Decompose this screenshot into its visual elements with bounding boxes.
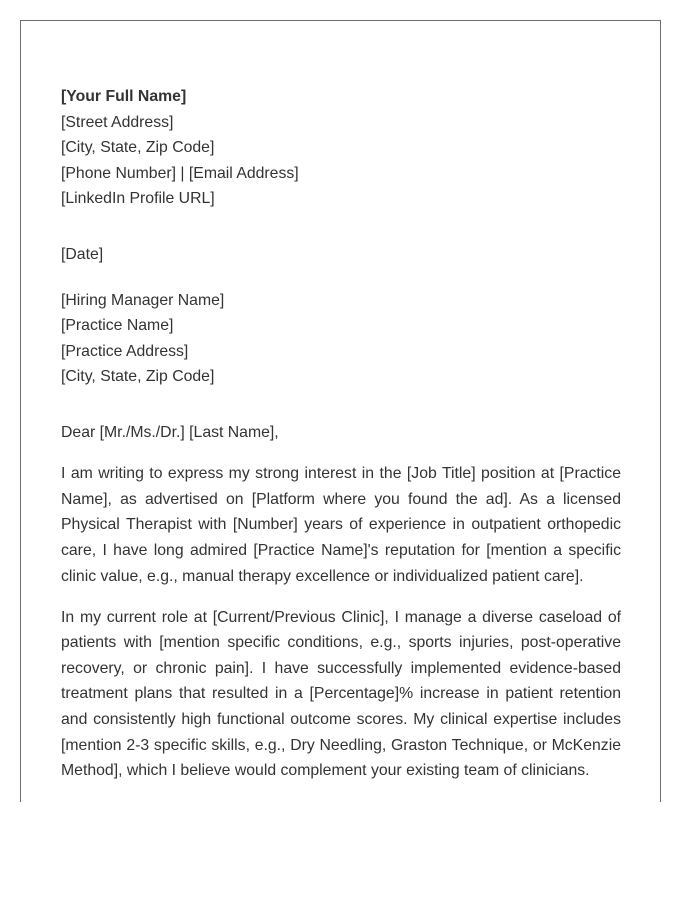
letter-date: [Date] (61, 245, 104, 263)
spacer (61, 268, 621, 288)
body-paragraph-1: I am writing to express my strong interest in the [Job Title] position at [Practice Name], as advertised on [Platform where you found the ad]. As a licensed Physical Therapist with [Number] years of experience in outpatient orthopedic care, I have long admired [Practice Name]'s reputation for [mention a specific clinic value, e.g., manual therapy excellence or individualized patient care]. (61, 465, 621, 585)
letter-content (61, 84, 621, 784)
recipient-practice: [Practice Name] (61, 317, 174, 335)
recipient-city: [City, State, Zip Code] (61, 368, 215, 386)
spacer (61, 390, 621, 420)
spacer (61, 212, 621, 242)
recipient-address: [Practice Address] (61, 342, 189, 360)
spacer (61, 589, 621, 605)
sender-name: [Your Full Name] (61, 88, 187, 105)
recipient-block (61, 288, 621, 390)
sender-contact: [Phone Number] | [Email Address] (61, 164, 299, 182)
date-block (61, 242, 621, 268)
salutation: Dear [Mr./Ms./Dr.] [Last Name], (61, 423, 279, 441)
sender-city: [City, State, Zip Code] (61, 139, 215, 157)
recipient-manager: [Hiring Manager Name] (61, 291, 225, 309)
sender-block (61, 84, 621, 212)
sender-street: [Street Address] (61, 113, 174, 131)
spacer (61, 446, 621, 462)
body-paragraph-2: In my current role at [Current/Previous Clinic], I manage a diverse caseload of patients with [mention specific conditions, e.g., sports injuries, post-operative recovery, or chronic pain]. I have successfully implemented evidence-based treatment plans that resulted in a [Percentage]% increase in patient retention and consistently high functional outcome scores. My clinical expertise includes [mention 2-3 specific skills, e.g., Dry Needling, Graston Technique, or McKenzie Method], which I believe would complement your existing team of clinicians. (61, 608, 621, 780)
letter-page (20, 20, 661, 802)
salutation-block (61, 420, 621, 446)
sender-linkedin: [LinkedIn Profile URL] (61, 190, 215, 208)
